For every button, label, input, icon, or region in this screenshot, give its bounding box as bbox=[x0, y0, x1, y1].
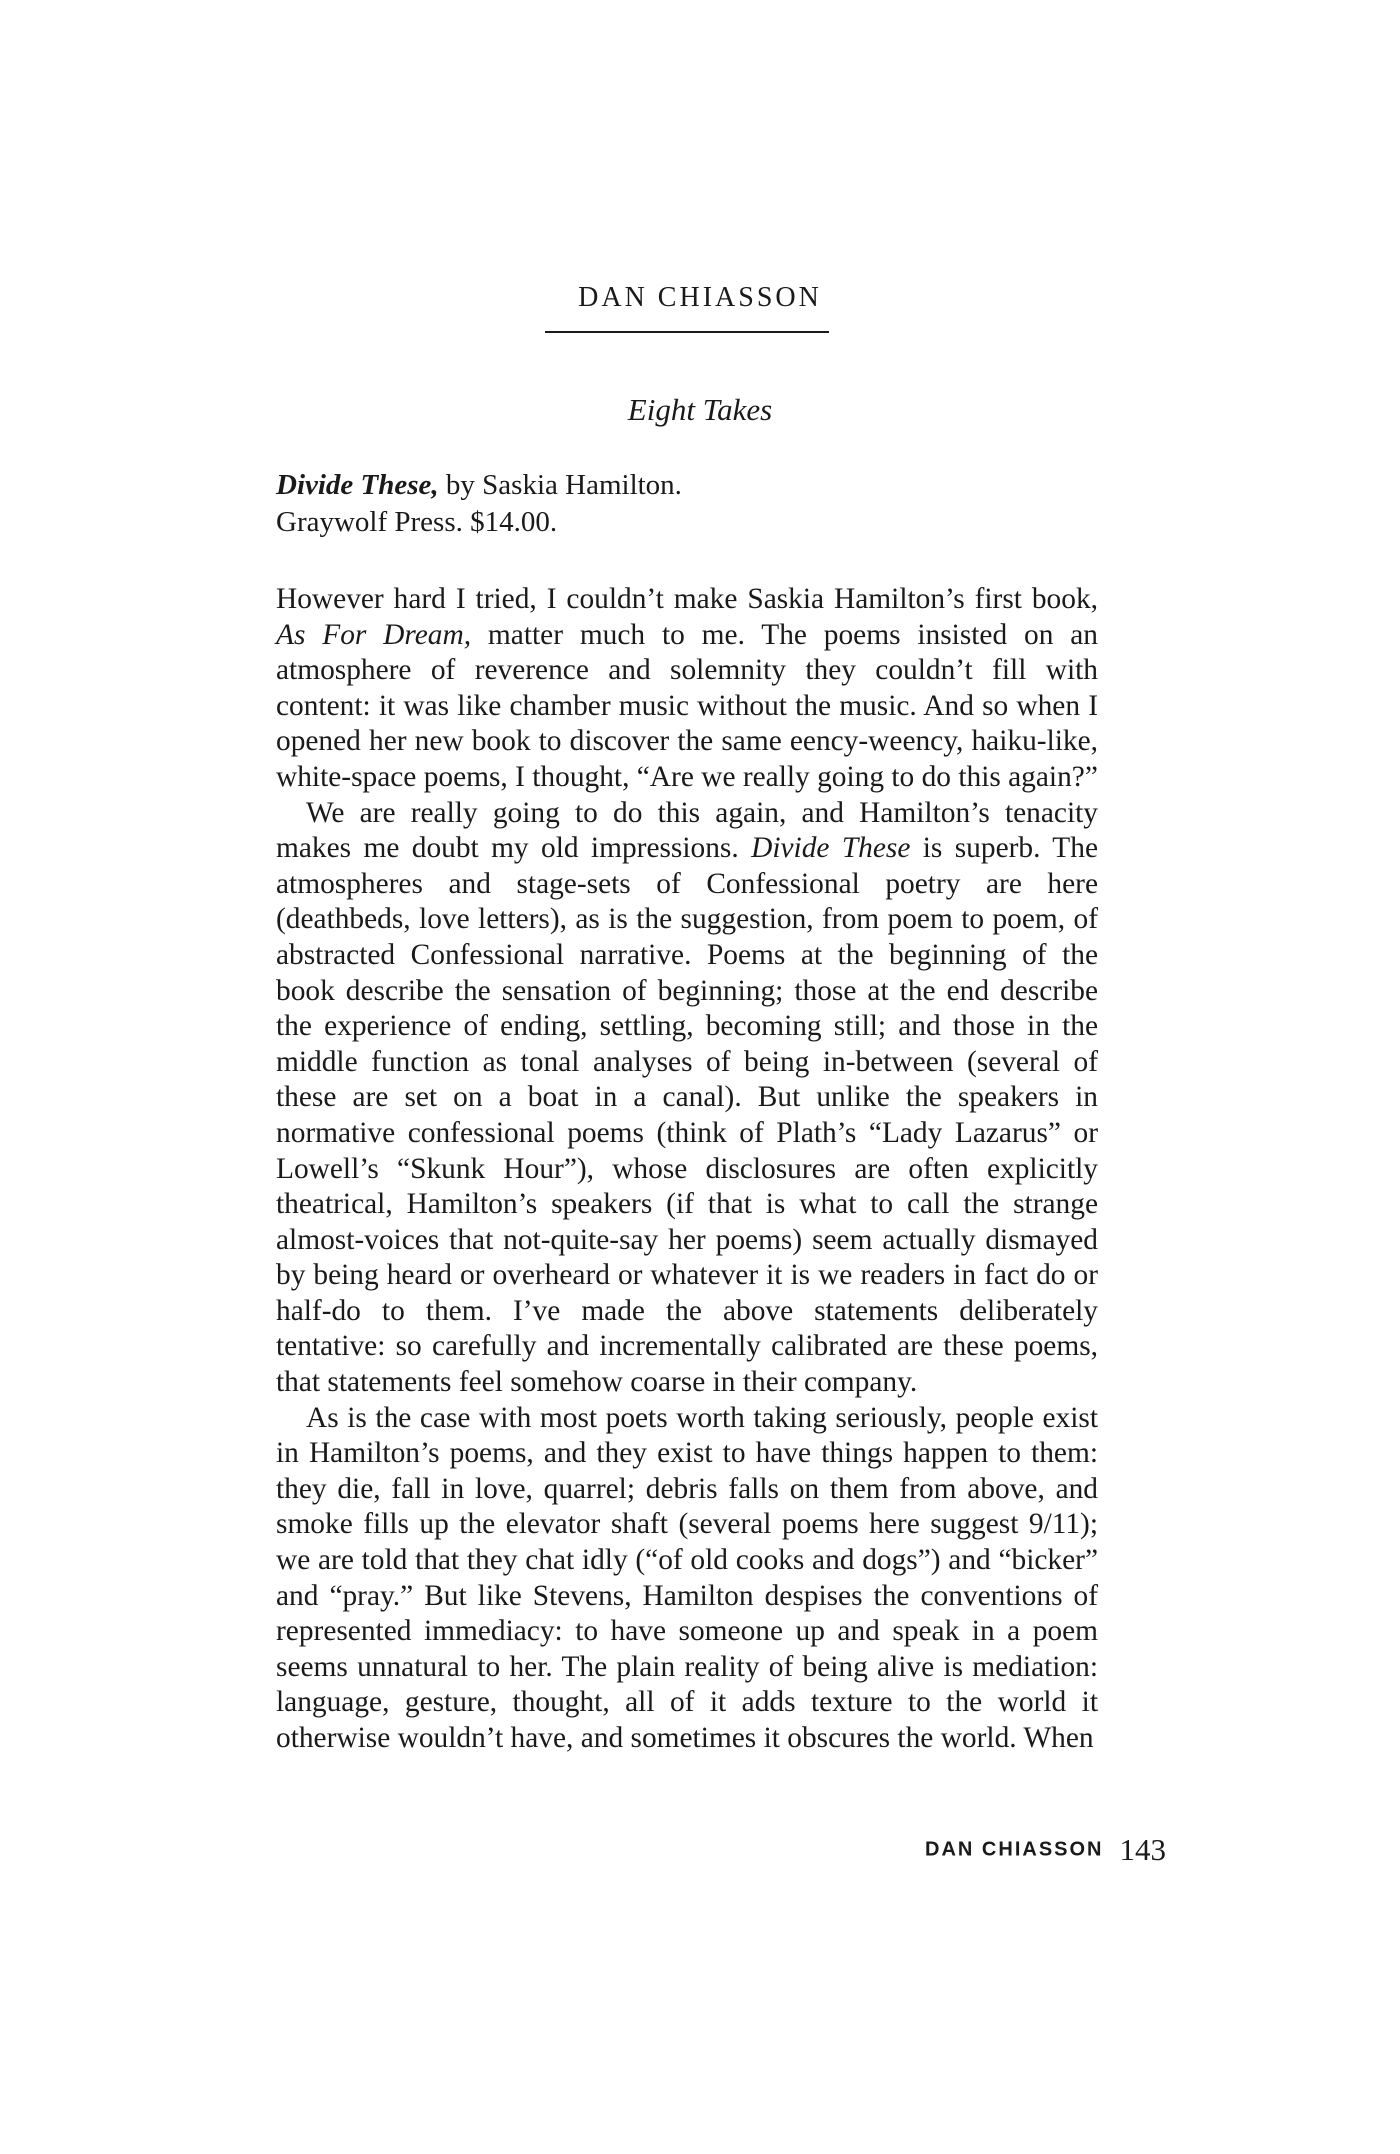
paragraph-3: As is the case with most poets worth taking seriously, people exist in Hamilton’s poems, and they exist to have things happen to them: they die, fall in love, quarrel; debris falls on them from above, and smoke fills up the elevator shaft (several poems here suggest 9/11); we are told that they chat idly (“of old cooks and dogs”) and “bicker” and “pray.” But like Stevens, Hamilton despises the conventions of represented immediacy: to have someone up and speak in a poem seems unnatural to her. The plain reality of being alive is mediation: language, gesture, thought, all of it adds texture to the world it otherwise wouldn’t have, and sometimes it obscures the world. When bbox=[276, 1401, 1098, 1754]
paragraph-1: However hard I tried, I couldn’t make Saskia Hamilton’s first book, As For Dream, matter much to me. The poems insisted on an atmosphere of reverence and solemnity they couldn’t fill with content: it was like chamber music without the music. And so when I opened her new book to discover the same eency-weency, haiku-like, white-space poems, I thought, “Are we really going to do this again?” bbox=[276, 583, 1098, 793]
footer-author: DAN CHIASSON bbox=[925, 1838, 1104, 1861]
book-citation bbox=[276, 467, 682, 541]
author-header: DAN CHIASSON bbox=[578, 282, 822, 313]
page-number: 143 bbox=[1119, 1832, 1166, 1867]
book-title-reference: As For Dream, bbox=[276, 618, 472, 651]
paragraph-2: We are really going to do this again, and Hamilton’s tenacity makes me doubt my old impressions. Divide These is superb. The atmospheres and stage-sets of Confessional poetry are here (deathbeds, love letters), as is the suggestion, from poem to poem, of abstracted Confessional narrative. Poems at the beginning of the book describe the sensation of beginning; those at the end describe the experience of ending, settling, becoming still; and those in the middle function as tonal analyses of being in-between (several of these are set on a boat in a canal). But unlike the speakers in normative confessional poems (think of Plath’s “Lady Lazarus” or Lowell’s “Skunk Hour”), whose disclosures are often explicitly theatrical, Hamilton’s speakers (if that is what to call the strange almost-voices that not-quite-say her poems) seem actually dismayed by being heard or overheard or whatever it is we readers in fact do or half-do to them. I’ve made the above statements deliberately tentative: so carefully and incrementally calibrated are these poems, that statements feel somehow coarse in their company. bbox=[276, 796, 1098, 1399]
book-citation-line-1 bbox=[276, 467, 682, 504]
review-body bbox=[276, 582, 1098, 1757]
book-publisher-price: Graywolf Press. $14.00. bbox=[276, 506, 558, 538]
essay-title: Eight Takes bbox=[627, 392, 773, 427]
book-byline: by Saskia Hamilton. bbox=[438, 469, 682, 501]
book-title-reference: Divide These bbox=[751, 832, 911, 865]
header-divider bbox=[545, 331, 829, 333]
page-footer bbox=[0, 1832, 1166, 1868]
book-title: Divide These, bbox=[276, 469, 439, 501]
